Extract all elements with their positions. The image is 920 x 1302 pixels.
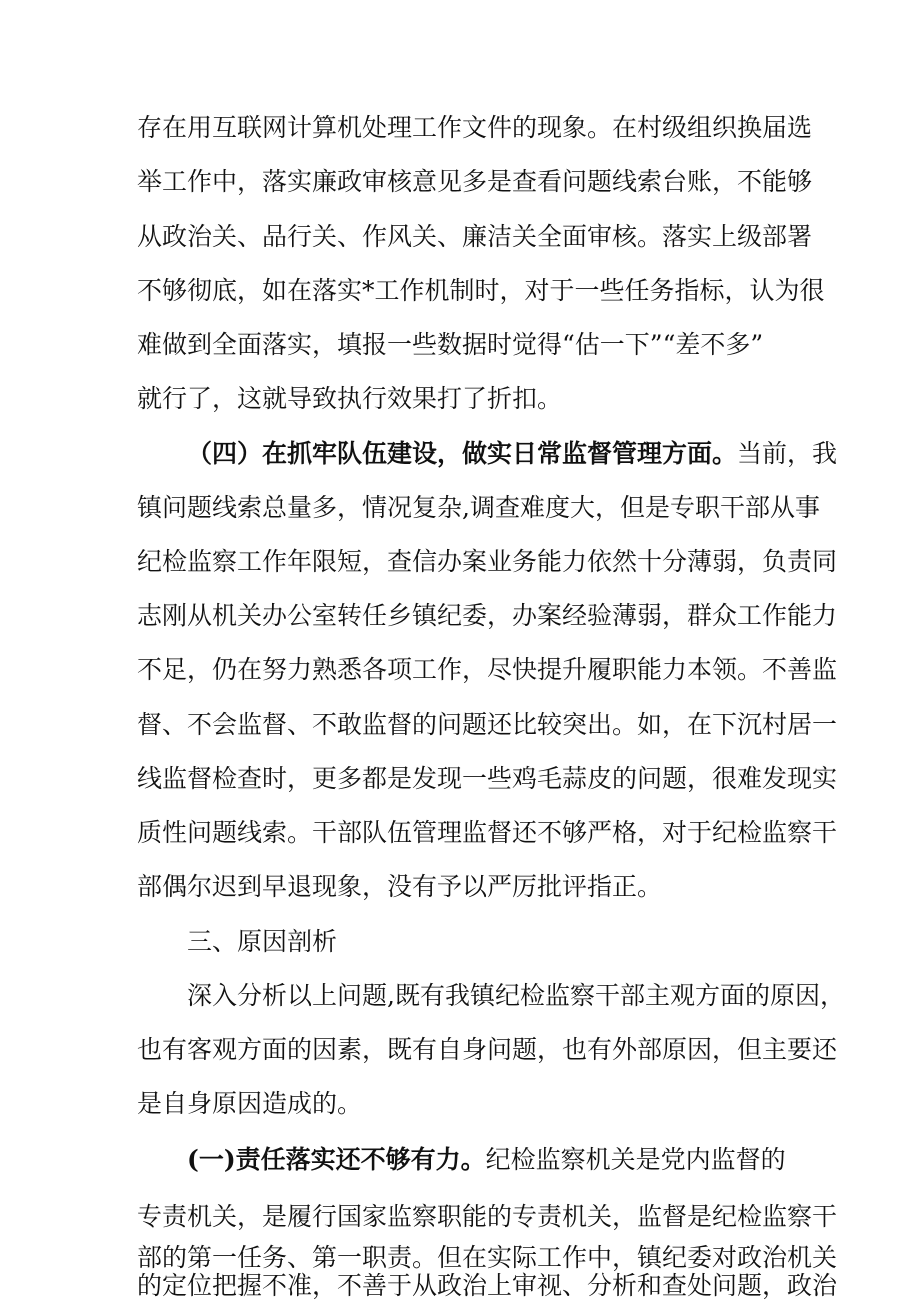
body-text-line: 是自身原因造成的。 — [137, 1089, 363, 1118]
body-text-line: 质性问题线索。干部队伍管理监督还不够严格，对于纪检监察干 — [137, 818, 838, 847]
body-text-line: 深入分析以上问题,既有我镇纪检监察干部主观方面的原因， — [187, 981, 845, 1010]
subsection-one-first-line — [187, 1144, 787, 1176]
body-text-line: 也有客观方面的因素，既有自身问题，也有外部原因，但主要还 — [137, 1035, 838, 1064]
body-text-line: 举工作中，落实廉政审核意见多是查看问题线索台账，不能够 — [137, 167, 813, 196]
body-text-line: 督、不会监督、不敢监督的问题还比较突出。如，在下沉村居一 — [137, 710, 838, 739]
body-text-line: 难做到全面落实，填报一些数据时觉得“估一下”“差不多” — [137, 330, 764, 359]
subsection-one-heading: (一)责任落实还不够有力。 — [187, 1145, 486, 1174]
body-text-line: 就行了，这就导致执行效果打了折扣。 — [137, 384, 563, 413]
section-four-first-line-rest: 当前，我 — [737, 439, 838, 468]
body-text-line: 镇问题线索总量多，情况复杂,调查难度大，但是专职干部从事 — [137, 493, 820, 522]
body-text-line: 纪检监察工作年限短，查信办案业务能力依然十分薄弱，负责同 — [137, 547, 838, 576]
body-text-line: 不足，仍在努力熟悉各项工作，尽快提升履职能力本领。不善监 — [137, 655, 838, 684]
body-text-line: 的定位把握不准，不善于从政治上审视、分析和查处问题，政治 — [137, 1271, 838, 1300]
body-text-line: 存在用互联网计算机处理工作文件的现象。在村级组织换届选 — [137, 113, 813, 142]
body-text-line: 线监督检查时，更多都是发现一些鸡毛蒜皮的问题，很难发现实 — [137, 764, 838, 793]
body-text-line: 从政治关、品行关、作风关、廉洁关全面审核。落实上级部署 — [137, 222, 813, 251]
body-text-line: 部的第一任务、第一职责。但在实际工作中，镇纪委对政治机关 — [137, 1243, 838, 1272]
body-text-line: 专责机关，是履行国家监察职能的专责机关，监督是纪检监察干 — [137, 1202, 838, 1231]
body-text-line: 部偶尔迟到早退现象，没有予以严厉批评指正。 — [137, 872, 663, 901]
section-four-heading: （四）在抓牢队伍建设，做实日常监督管理方面。 — [187, 439, 738, 468]
section-four-first-line — [187, 438, 838, 470]
section-three-title: 三、原因剖析 — [187, 927, 338, 956]
subsection-one-first-line-rest: 纪检监察机关是党内监督的 — [485, 1145, 786, 1174]
body-text-line: 志刚从机关办公室转任乡镇纪委，办案经验薄弱，群众工作能力 — [137, 601, 838, 630]
body-text-line: 不够彻底，如在落实*工作机制时，对于一些任务指标，认为很 — [137, 276, 825, 305]
